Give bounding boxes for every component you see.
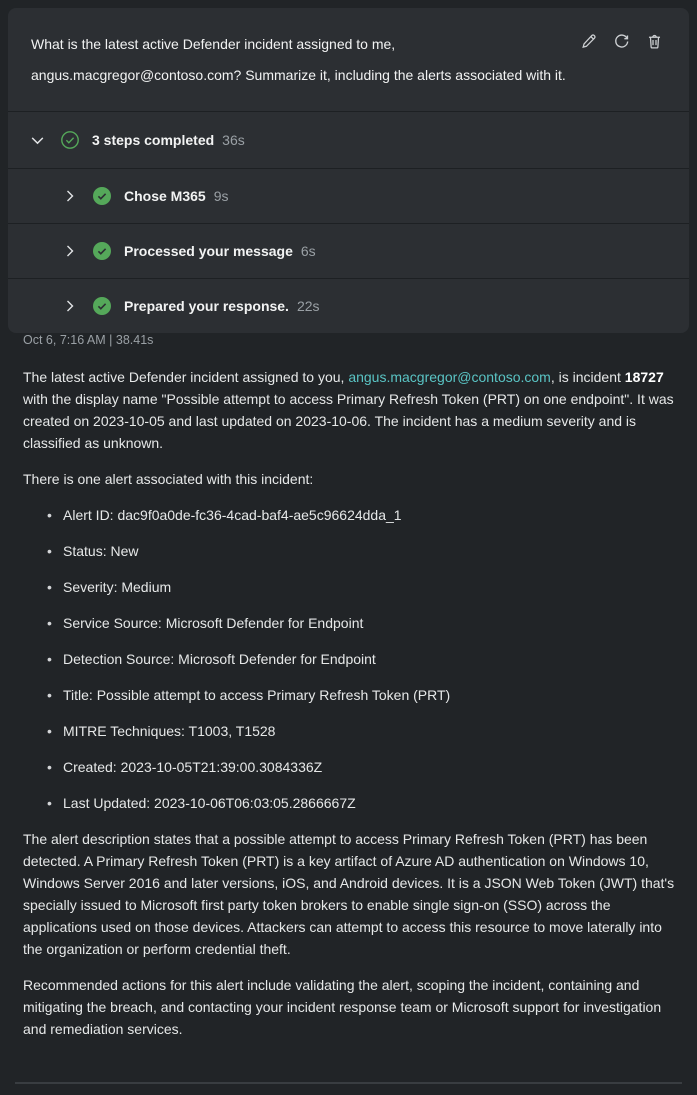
pencil-icon bbox=[580, 33, 597, 50]
chevron-right-icon[interactable] bbox=[62, 298, 78, 314]
question-line-1: What is the latest active Defender incident assigned to me, bbox=[31, 36, 396, 52]
list-item bbox=[47, 792, 675, 814]
alert-service-source-value: Service Source: Microsoft Defender for Endpoint bbox=[63, 615, 364, 631]
response-text: , is incident bbox=[550, 369, 625, 385]
list-item bbox=[47, 612, 675, 634]
step-label: Processed your message bbox=[124, 243, 293, 259]
prompt-card bbox=[8, 8, 689, 333]
list-item bbox=[47, 540, 675, 562]
list-item bbox=[47, 756, 675, 778]
list-item bbox=[47, 720, 675, 742]
question-actions bbox=[577, 30, 665, 52]
refresh-icon bbox=[613, 33, 630, 50]
alert-severity-value: Severity: Medium bbox=[63, 579, 172, 595]
alert-mitre-value: MITRE Techniques: T1003, T1528 bbox=[63, 723, 276, 739]
steps-summary-duration: 36s bbox=[222, 132, 245, 148]
response-paragraph-summary bbox=[23, 366, 675, 454]
alert-created-value: Created: 2023-10-05T21:39:00.3084336Z bbox=[63, 759, 323, 775]
check-circle-filled-icon bbox=[92, 241, 112, 261]
step-duration: 22s bbox=[296, 298, 320, 314]
incident-number: 18727 bbox=[624, 369, 664, 385]
alert-details-list bbox=[23, 504, 675, 814]
step-duration: 9s bbox=[213, 188, 229, 204]
response-timestamp: Oct 6, 7:16 AM | 38.41s bbox=[23, 333, 154, 347]
step-duration: 6s bbox=[300, 243, 316, 259]
chevron-down-icon[interactable] bbox=[29, 132, 46, 149]
step-label: Prepared your response. bbox=[124, 298, 289, 314]
list-item bbox=[47, 576, 675, 598]
list-item bbox=[47, 684, 675, 706]
response-paragraph-alert-intro: There is one alert associated with this incident: bbox=[23, 471, 314, 487]
step-row-processed-message[interactable] bbox=[8, 224, 689, 278]
response-paragraph-recommendations: Recommended actions for this alert include validating the alert, scoping the incident, containing and mitigating the breach, and contacting your incident response team or Microsoft support for investigation and remediation services. bbox=[23, 977, 662, 1037]
email-link[interactable]: angus.macgregor@contoso.com bbox=[348, 369, 551, 385]
alert-updated-value: Last Updated: 2023-10-06T06:03:05.2866667Z bbox=[63, 795, 356, 811]
check-circle-filled-icon bbox=[92, 296, 112, 316]
edit-button[interactable] bbox=[577, 30, 599, 52]
response-text: The latest active Defender incident assigned to you, bbox=[23, 369, 349, 385]
delete-button[interactable] bbox=[643, 30, 665, 52]
response-paragraph-description: The alert description states that a possible attempt to access Primary Refresh Token (PRT) has been detected. A Primary Refresh Token (PRT) is a key artifact of Azure AD authentication on Windows 10, Windows Server 2016 and later versions, iOS, and Android devices. It is a JSON Web Token (JWT) that's specially issued to Microsoft first party token brokers to enable single sign-on (SSO) across the applications used on those devices. Attackers can attempt to access this resource to move laterally into the organization or perform credential theft. bbox=[23, 831, 675, 957]
chevron-right-icon[interactable] bbox=[62, 188, 78, 204]
question-line-2: angus.macgregor@contoso.com? Summarize it, including the alerts associated with it. bbox=[31, 67, 566, 83]
response-text: with the display name "Possible attempt to access Primary Refresh Token (PRT) on one endpoint". It was created on 2023-10-05 and last updated on 2023-10-06. The incident has a medium severity and is classified as unknown. bbox=[23, 391, 674, 451]
user-question bbox=[8, 8, 689, 111]
step-row-chose-m365[interactable] bbox=[8, 169, 689, 223]
alert-title-value: Title: Possible attempt to access Primary Refresh Token (PRT) bbox=[63, 687, 451, 703]
chevron-right-icon[interactable] bbox=[62, 243, 78, 259]
check-circle-outline-icon bbox=[60, 130, 80, 150]
steps-summary-label: 3 steps completed bbox=[92, 132, 215, 148]
steps-summary-row[interactable] bbox=[8, 112, 689, 168]
list-item bbox=[47, 504, 675, 526]
list-item bbox=[47, 648, 675, 670]
assistant-response bbox=[23, 329, 675, 1054]
alert-id-value: Alert ID: dac9f0a0de-fc36-4cad-baf4-ae5c96624dda_1 bbox=[63, 507, 402, 523]
section-divider bbox=[15, 1082, 682, 1084]
alert-status-value: Status: New bbox=[63, 543, 139, 559]
step-label: Chose M365 bbox=[124, 188, 206, 204]
alert-detection-source-value: Detection Source: Microsoft Defender for Endpoint bbox=[63, 651, 376, 667]
regenerate-button[interactable] bbox=[610, 30, 632, 52]
check-circle-filled-icon bbox=[92, 186, 112, 206]
step-row-prepared-response[interactable] bbox=[8, 279, 689, 333]
trash-icon bbox=[646, 33, 663, 50]
